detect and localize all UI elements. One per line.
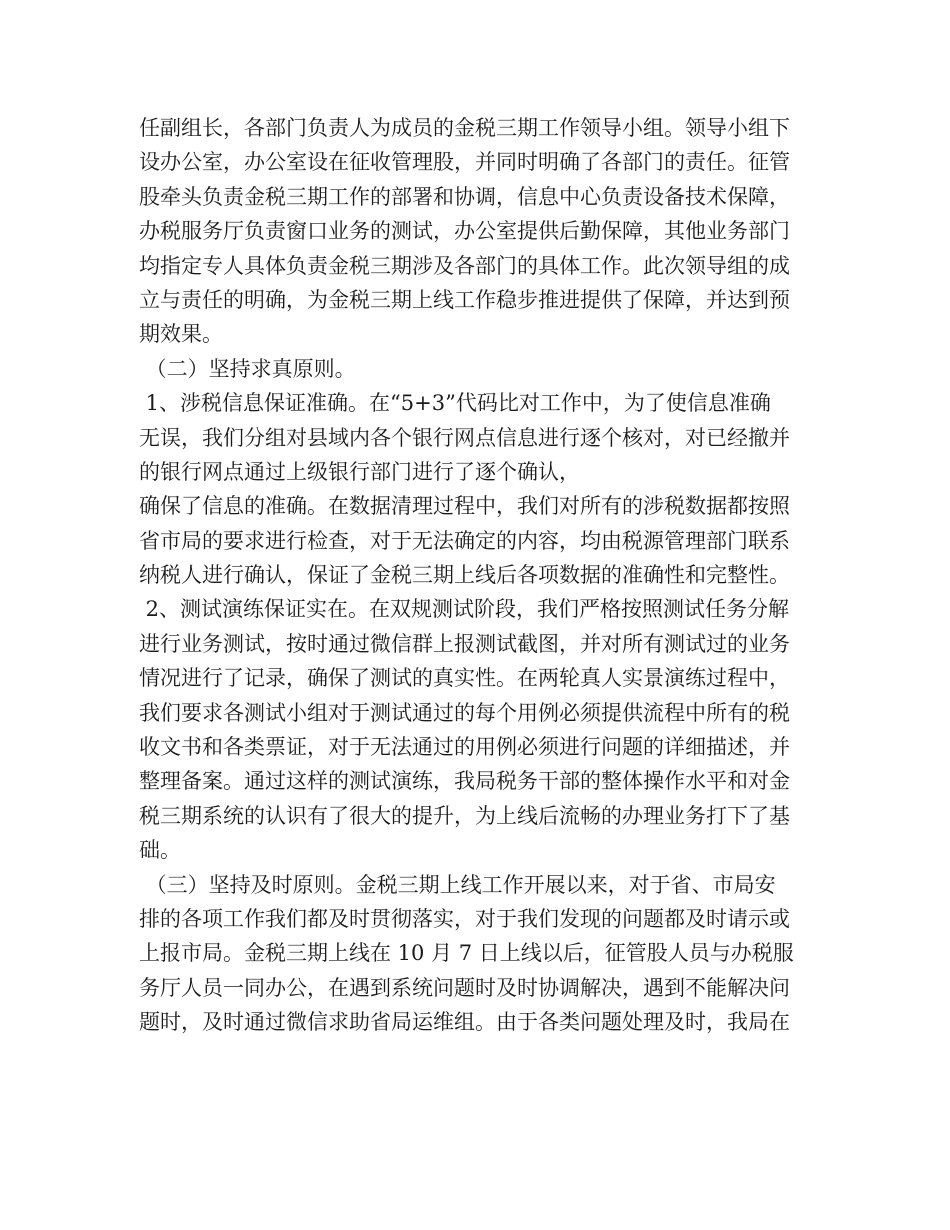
text-line: 纳税人进行确认，保证了金税三期上线后各项数据的准确性和完整性。 — [139, 563, 790, 588]
text-line: 办税服务厅负责窗口业务的测试，办公室提供后勤保障，其他业务部门 — [139, 219, 790, 244]
text-line: 的银行网点通过上级银行部门进行了逐个确认， — [139, 459, 580, 484]
text-line: 确保了信息的准确。在数据清理过程中，我们对所有的涉税数据都按照 — [139, 494, 790, 519]
text-line: 收文书和各类票证，对于无法通过的用例必须进行问题的详细描述，并 — [139, 735, 790, 760]
text-line: 务厅人员一同办公，在遇到系统问题时及时协调解决，遇到不能解决问 — [139, 975, 790, 1000]
text-line: 省市局的要求进行检查，对于无法确定的内容，均由税源管理部门联系 — [139, 528, 790, 553]
text-line: 础。 — [139, 838, 181, 863]
text-line: 股牵头负责金税三期工作的部署和协调，信息中心负责设备技术保障， — [139, 184, 790, 209]
text-line: 无误，我们分组对县域内各个银行网点信息进行逐个核对，对已经撤并 — [139, 425, 790, 450]
text-line: 税三期系统的认识有了很大的提升，为上线后流畅的办理业务打下了基 — [139, 803, 790, 828]
text-line: 期效果。 — [139, 322, 223, 347]
text-line: 1、涉税信息保证准确。在“5+3”代码比对工作中，为了使信息准确 — [139, 391, 771, 416]
text-line: 上报市局。金税三期上线在 10 月 7 日上线以后，征管股人员与办税服 — [139, 941, 794, 966]
section-heading: （二）坚持求真原则。 — [139, 356, 356, 381]
section-heading: （三）坚持及时原则。金税三期上线工作开展以来，对于省、市局安 — [139, 872, 776, 897]
text-line: 设办公室，办公室设在征收管理股，并同时明确了各部门的责任。征管 — [139, 150, 790, 175]
text-line: 立与责任的明确，为金税三期上线工作稳步推进提供了保障，并达到预 — [139, 287, 790, 312]
text-line: 2、测试演练保证实在。在双规测试阶段，我们严格按照测试任务分解 — [139, 597, 790, 622]
text-line: 均指定专人具体负责金税三期涉及各部门的具体工作。此次领导组的成 — [139, 253, 790, 278]
body-text — [139, 111, 819, 1040]
text-line: 进行业务测试，按时通过微信群上报测试截图，并对所有测试过的业务 — [139, 631, 790, 656]
text-line: 我们要求各测试小组对于测试通过的每个用例必须提供流程中所有的税 — [139, 700, 790, 725]
text-line: 题时，及时通过微信求助省局运维组。由于各类问题处理及时，我局在 — [139, 1010, 790, 1035]
text-line: 情况进行了记录，确保了测试的真实性。在两轮真人实景演练过程中， — [139, 666, 790, 691]
text-line: 整理备案。通过这样的测试演练，我局税务干部的整体操作水平和对金 — [139, 769, 790, 794]
text-line: 排的各项工作我们都及时贯彻落实，对于我们发现的问题都及时请示或 — [139, 906, 790, 931]
text-line: 任副组长，各部门负责人为成员的金税三期工作领导小组。领导小组下 — [139, 116, 790, 140]
